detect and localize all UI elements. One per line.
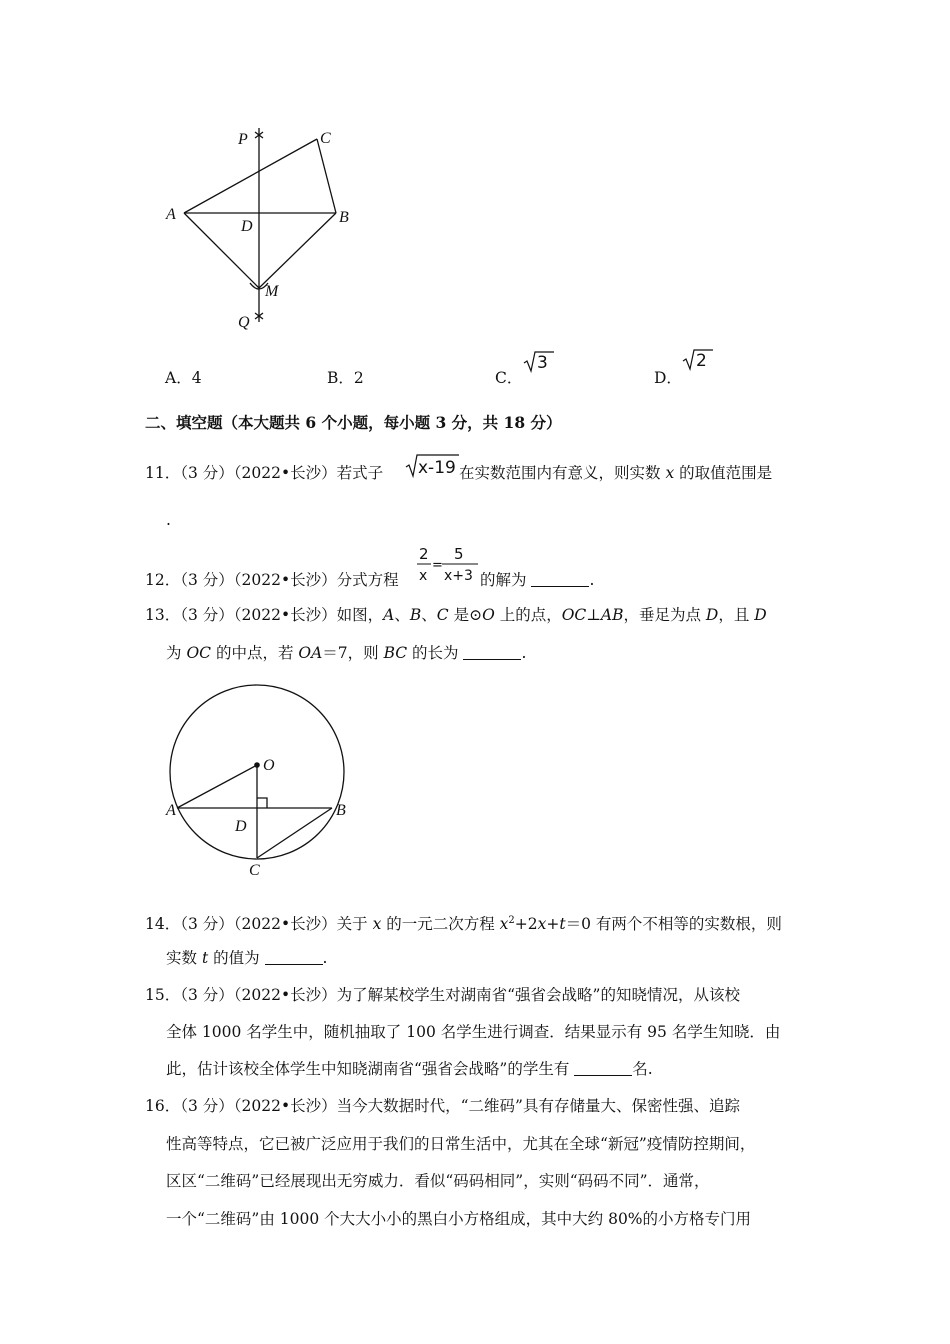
option-d[interactable]: D． [654, 369, 682, 387]
label-a: A [166, 802, 176, 819]
label-a: A [166, 206, 176, 223]
question-11-end: . [166, 511, 171, 529]
segment-cb [317, 139, 336, 213]
svg-text:x-19: x-19 [418, 458, 456, 478]
svg-text:5: 5 [454, 545, 464, 563]
question-13-line1: 13．（3 分）（2022•长沙）如图，A、B、C 是⊙O 上的点，OC⊥AB，垂足为点 D，且 D [145, 606, 767, 624]
q12-fraction-equation [414, 542, 482, 588]
question-13-line2: 为 OC 的中点，若 OA＝7，则 BC 的长为 . [166, 644, 527, 662]
label-c: C [320, 130, 331, 147]
q11-sqrt [404, 453, 460, 479]
question-11: 11．（3 分）（2022•长沙）若式子 [145, 464, 384, 482]
option-c-sqrt [522, 350, 556, 374]
question-15-line1: 15．（3 分）（2022•长沙）为了解某校学生对湖南省“强省会战略”的知晓情况，从该校 [145, 986, 740, 1004]
segment-oa [177, 765, 257, 808]
svg-text:3: 3 [537, 353, 548, 373]
question-16-line4: 一个“二维码”由 1000 个大大小小的黑白小方格组成，其中大约 80%的小方格专门用 [166, 1210, 752, 1228]
question-12: 12．（3 分）（2022•长沙）分式方程 [145, 571, 399, 589]
segment-bm [259, 213, 336, 288]
answer-blank-12[interactable] [531, 570, 589, 587]
question-14-line2: 实数 t 的值为 . [166, 949, 328, 967]
option-a[interactable]: A．4 [165, 369, 202, 387]
question-15-line2: 全体 1000 名学生中，随机抽取了 100 名学生进行调查．结果显示有 95 名学生知晓．由 [166, 1023, 781, 1041]
center-point [254, 762, 260, 768]
answer-blank-13[interactable] [463, 643, 521, 660]
label-c: C [249, 862, 260, 879]
label-b: B [336, 802, 346, 819]
label-d: D [235, 818, 247, 835]
figure-kite-diagram [150, 110, 380, 340]
label-m: M [265, 283, 279, 300]
section-title: 二、填空题（本大题共 6 个小题，每小题 3 分，共 18 分） [145, 413, 562, 432]
right-angle-mark [257, 798, 267, 808]
label-o: O [263, 757, 275, 774]
label-q: Q [238, 314, 250, 331]
svg-text:x+3: x+3 [444, 568, 473, 584]
svg-text:2: 2 [696, 351, 707, 371]
question-16-line1: 16．（3 分）（2022•长沙）当今大数据时代，“二维码”具有存储量大、保密性强、追踪 [145, 1097, 740, 1115]
label-b: B [339, 209, 349, 226]
option-b[interactable]: B．2 [327, 369, 364, 387]
svg-text:=: = [432, 558, 443, 573]
option-d-sqrt [681, 348, 715, 372]
svg-text:2: 2 [419, 545, 429, 563]
question-12-rest: 的解为 . [480, 571, 595, 589]
question-15-line3: 此，估计该校全体学生中知晓湖南省“强省会战略”的学生有 名. [166, 1060, 653, 1078]
option-c[interactable]: C． [495, 369, 523, 387]
figure-circle-diagram [155, 678, 365, 883]
question-11-rest: 在实数范围内有意义，则实数 x 的取值范围是 [459, 464, 773, 482]
label-p: P [238, 131, 248, 148]
question-14-line1: 14．（3 分）（2022•长沙）关于 x 的一元二次方程 $x^2+2x+t=0$ 有两个不相等的实数根，则 [145, 915, 782, 934]
label-d: D [241, 218, 253, 235]
answer-blank-15[interactable] [574, 1059, 632, 1076]
answer-blank-14[interactable] [265, 948, 323, 965]
question-16-line3: 区区“二维码”已经展现出无穷威力．看似“码码相同”，实则“码码不同”．通常， [166, 1172, 710, 1190]
question-16-line2: 性高等特点，它已被广泛应用于我们的日常生活中，尤其在全球“新冠”疫情防控期间， [166, 1135, 756, 1153]
svg-text:x: x [419, 568, 428, 584]
segment-ac [184, 139, 317, 213]
